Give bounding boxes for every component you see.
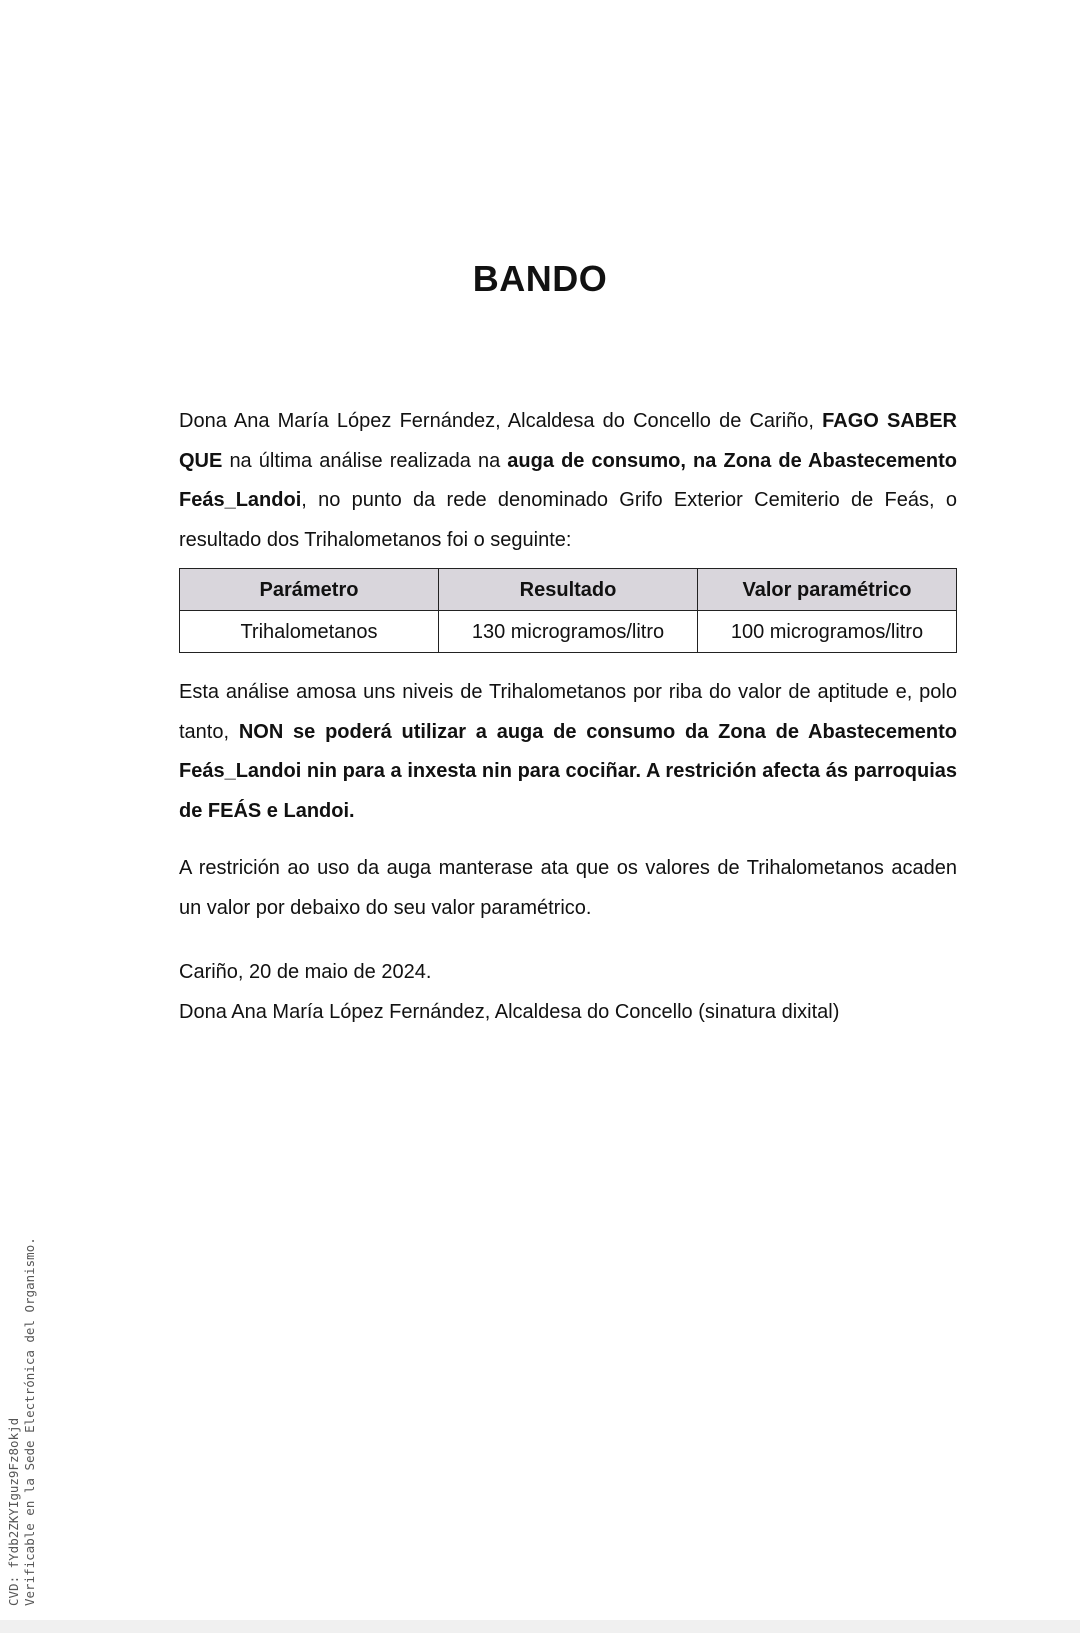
- verification-note: Verificable en la Sede Electrónica del Organismo.: [22, 1237, 37, 1606]
- verification-sidebar: [6, 1237, 38, 1606]
- cell-parametric-value: 100 microgramos/litro: [698, 611, 957, 653]
- analysis-text: Esta análise amosa uns niveis de Trihalometanos por riba do valor de aptitude e, polo tanto,: [179, 681, 957, 743]
- results-table: [179, 568, 957, 653]
- page-bottom-edge: [0, 1620, 1080, 1633]
- intro-text-2: na última análise realizada na: [222, 449, 508, 472]
- date-line: Cariño, 20 de maio de 2024.: [179, 961, 432, 983]
- cvd-code: CVD: fYdb2ZKYIguz9Fz8okjd: [6, 1417, 21, 1606]
- intro-text-1: Dona Ana María López Fernández, Alcaldesa do Concello de Cariño,: [179, 410, 823, 432]
- cell-parameter: Trihalometanos: [180, 611, 439, 653]
- page-title: BANDO: [472, 258, 608, 299]
- table-row: [180, 611, 957, 653]
- intro-bold-1: FAGO SABER QUE: [179, 410, 957, 472]
- header-parameter: Parámetro: [180, 569, 439, 611]
- analysis-bold: NON se poderá utilizar a auga de consumo da Zona de Abastecemento Feás_Landoi nin para a inxesta nin para cociñar. A restrición afecta ás parroquias de FEÁS e Landoi.: [179, 720, 957, 822]
- intro-text-3: , no punto da rede denominado Grifo Exterior Cemiterio de Feás, o resultado dos Trihalometanos foi o seguinte:: [179, 489, 957, 551]
- restriction-paragraph: A restrición ao uso da auga manterase ata que os valores de Trihalometanos acaden un valor por debaixo do seu valor paramétrico.: [179, 857, 957, 919]
- header-parametric-value: Valor paramétrico: [698, 569, 957, 611]
- intro-paragraph: [179, 402, 957, 560]
- cell-result: 130 microgramos/litro: [439, 611, 698, 653]
- table-header-row: [180, 569, 957, 611]
- header-result: Resultado: [439, 569, 698, 611]
- signer-line: Dona Ana María López Fernández, Alcaldesa do Concello (sinatura dixital): [179, 1001, 840, 1023]
- analysis-paragraph: [179, 673, 957, 831]
- document-body: [179, 402, 957, 1032]
- intro-bold-2: auga de consumo, na Zona de Abastecemento Feás_Landoi: [179, 449, 957, 511]
